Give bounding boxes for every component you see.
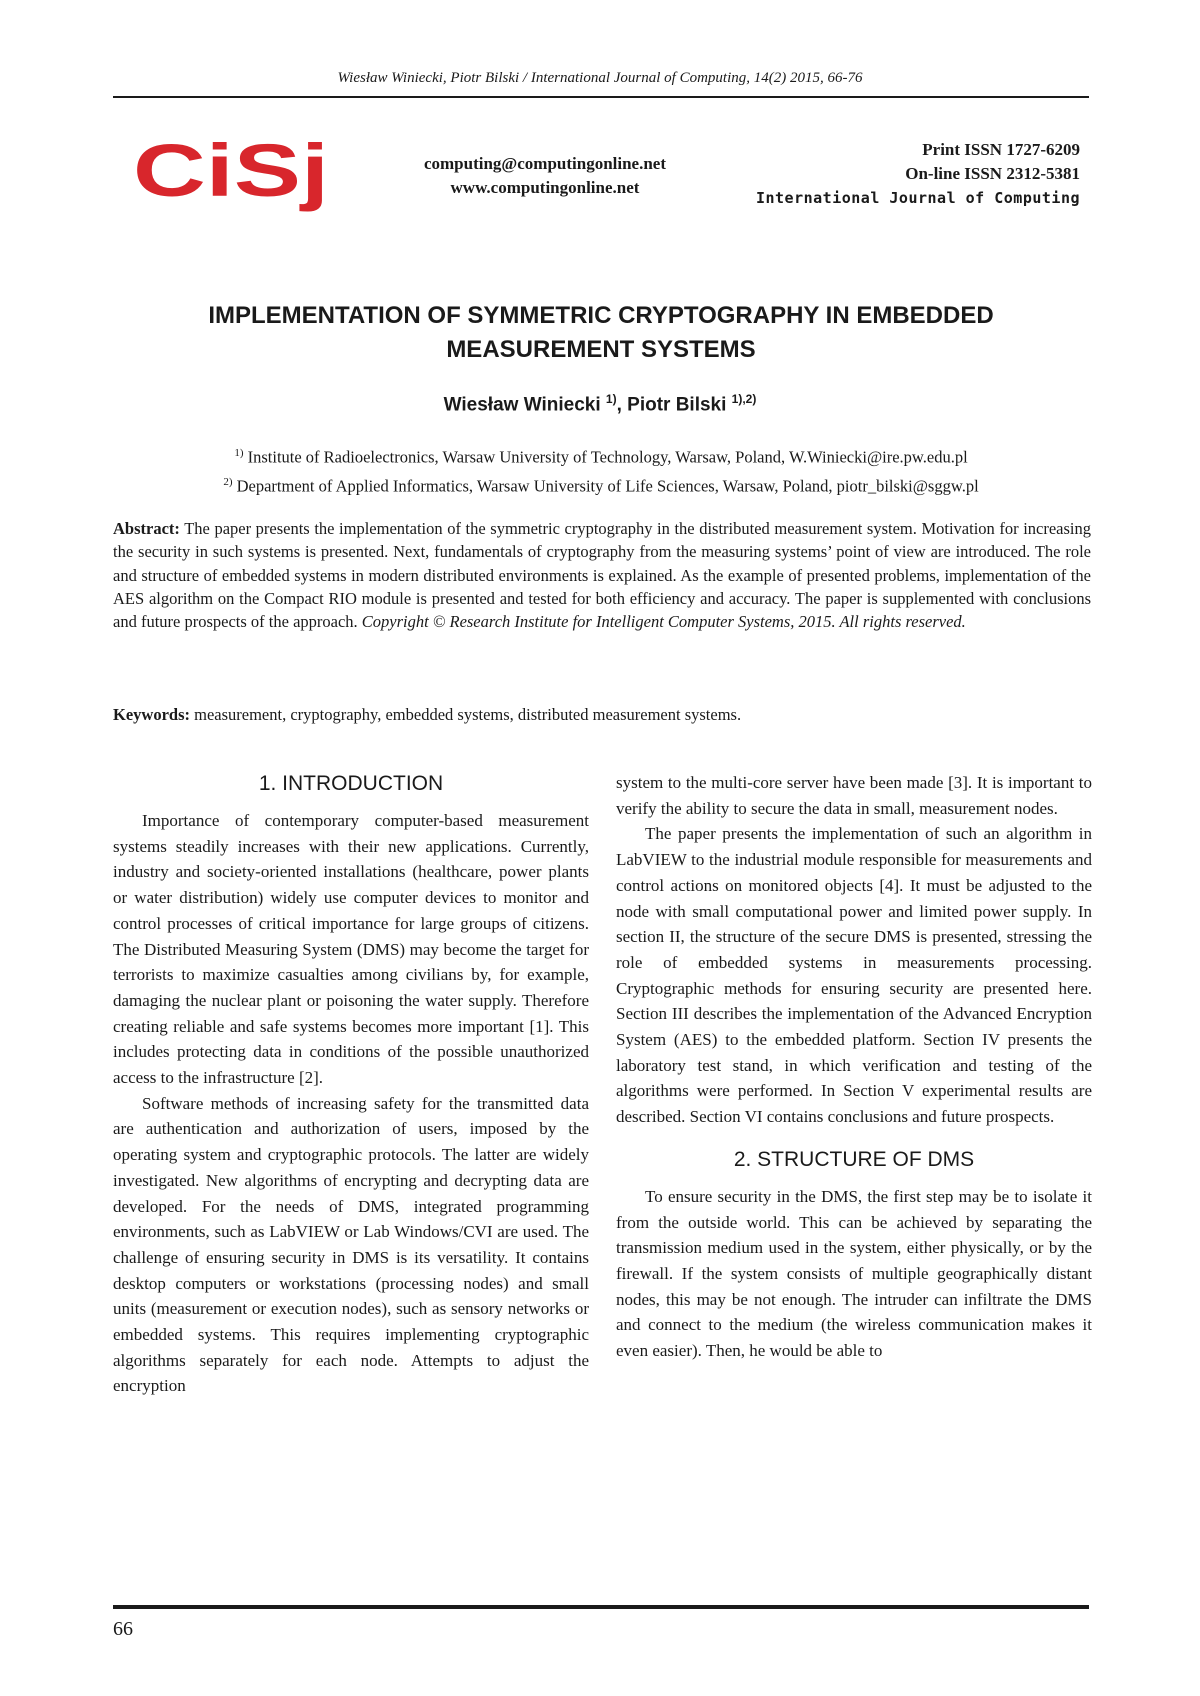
- affiliation-mark: 1): [234, 447, 244, 459]
- author-name: Wiesław Winiecki: [443, 394, 601, 416]
- footer-rule: [113, 1605, 1089, 1609]
- paragraph-continued: system to the multi-core server have been made [3]. It is important to verify the ability to secure the data in small, measurement nodes.: [616, 773, 1092, 818]
- author-name: Piotr Bilski: [627, 394, 727, 416]
- author-affiliation-mark: 1),2): [731, 392, 757, 406]
- abstract: [113, 517, 1091, 633]
- keywords-text: measurement, cryptography, embedded systems, distributed measurement systems.: [194, 705, 742, 724]
- page-number: 66: [113, 1618, 133, 1640]
- affiliations: [113, 441, 1089, 498]
- journal-name: International Journal of Computing: [755, 189, 1080, 207]
- affiliation-text: Institute of Radioelectronics, Warsaw University of Technology, Warsaw, Poland, W.Winiecki@ire.pw.edu.pl: [247, 447, 968, 467]
- author-affiliation-mark: 1): [605, 392, 617, 406]
- journal-email[interactable]: computing@computingonline.net: [423, 154, 667, 173]
- online-issn: On-line ISSN 2312-5381: [905, 164, 1080, 183]
- copyright-notice: Copyright © Research Institute for Intelligent Computer Systems, 2015. All rights reserved.: [361, 612, 966, 632]
- paragraph: The paper presents the implementation of such an algorithm in LabVIEW to the industrial module responsible for measurements and control actions on monitored objects [4]. It must be adjusted to the node with small computational power and limited power supply. In section II, the structure of the secure DMS is presented, stressing the role of embedded systems in measurements processing. Cryptographic methods for ensuring security are presented here. Section III describes the implementation of the Advanced Encryption System (AES) to the embedded platform. Section IV presents the laboratory test stand, in which verification and testing of the algorithms were performed. In Section V experimental results are described. Section VI contains conclusions and future prospects.: [616, 824, 1092, 1127]
- running-head: Wiesław Winiecki, Piotr Bilski / International Journal of Computing, 14(2) 2015, 66-76: [337, 70, 863, 86]
- column-left: [113, 770, 589, 1399]
- abstract-label: Abstract:: [113, 519, 180, 538]
- section-heading-introduction: 1. INTRODUCTION: [258, 772, 444, 795]
- header-rule: [113, 96, 1089, 98]
- affiliation-mark: 2): [223, 475, 233, 488]
- affiliation-2: [113, 470, 1089, 499]
- print-issn: Print ISSN 1727-6209: [922, 140, 1080, 159]
- paper-title: IMPLEMENTATION OF SYMMETRIC CRYPTOGRAPHY IN EMBEDDED MEASUREMENT SYSTEMS: [208, 302, 994, 363]
- column-right: [616, 770, 1092, 1364]
- affiliation-text: Department of Applied Informatics, Warsaw University of Life Sciences, Warsaw, Poland, piotr_bilski@sggw.pl: [236, 476, 979, 495]
- paragraph: Importance of contemporary computer-based measurement systems steadily increases with their new applications. Currently, industry and society-oriented installations (healthcare, power plants or water distribution) widely use computer devices to monitor and control processes of critical importance for large groups of citizens. The Distributed Measuring System (DMS) may become the target for terrorists to maximize casualties among civilians by, for example, damaging the nuclear plant or poisoning the water supply. Therefore creating reliable and safe systems becomes more important [1]. This includes protecting data in conditions of the possible unauthorized access to the infrastructure [2].: [113, 811, 589, 1088]
- journal-contact: [395, 152, 695, 200]
- issn-block: [750, 138, 1080, 210]
- authors: Wiesław Winiecki $^{1)}$, Piotr Bilski $^{1),2)}$: [443, 392, 757, 416]
- affiliation-1: [113, 441, 1089, 470]
- logo-text: CiSj: [133, 134, 329, 212]
- keywords: [113, 703, 1091, 726]
- keywords-label: Keywords:: [113, 705, 190, 724]
- section-heading-structure-of-dms: 2. STRUCTURE OF DMS: [733, 1147, 975, 1171]
- paragraph: Software methods of increasing safety for the transmitted data are authentication and authorization of users, imposed by the operating system and cryptographic protocols. The latter are widely investigated. New algorithms of encrypting and decrypting data are developed. For the needs of DMS, integrated programming environments, such as LabVIEW or Lab Windows/CVI are used. The challenge of ensuring security in DMS is its versatility. It contains desktop computers or workstations (processing nodes) and small units (measurement or execution nodes), such as sensory networks or embedded systems. This requires implementing cryptographic algorithms separately for each node. Attempts to adjust the encryption: [113, 1093, 589, 1396]
- journal-logo: [133, 134, 333, 214]
- abstract-text: The paper presents the implementation of the symmetric cryptography in the distributed measurement system. Motivation for increasing the security in such systems is presented. Next, fundamentals of cryptography from the measuring systems’ point of view are introduced. The role and structure of embedded systems in modern distributed environments is explained. As the example of presented problems, implementation of the AES algorithm on the Compact RIO module is presented and tested for both efficiency and accuracy. The paper is supplemented with conclusions and future prospects of the approach.: [113, 519, 1092, 632]
- journal-website[interactable]: www.computingonline.net: [450, 178, 640, 197]
- paragraph: To ensure security in the DMS, the first step may be to isolate it from the outside world. This can be achieved by separating the transmission medium used in the system, either physically, or by the firewall. If the system consists of multiple geographically distant nodes, this may be not enough. The intruder can infiltrate the DMS and connect to the medium (the wireless communication makes it even easier). Then, he would be able to: [616, 1186, 1092, 1361]
